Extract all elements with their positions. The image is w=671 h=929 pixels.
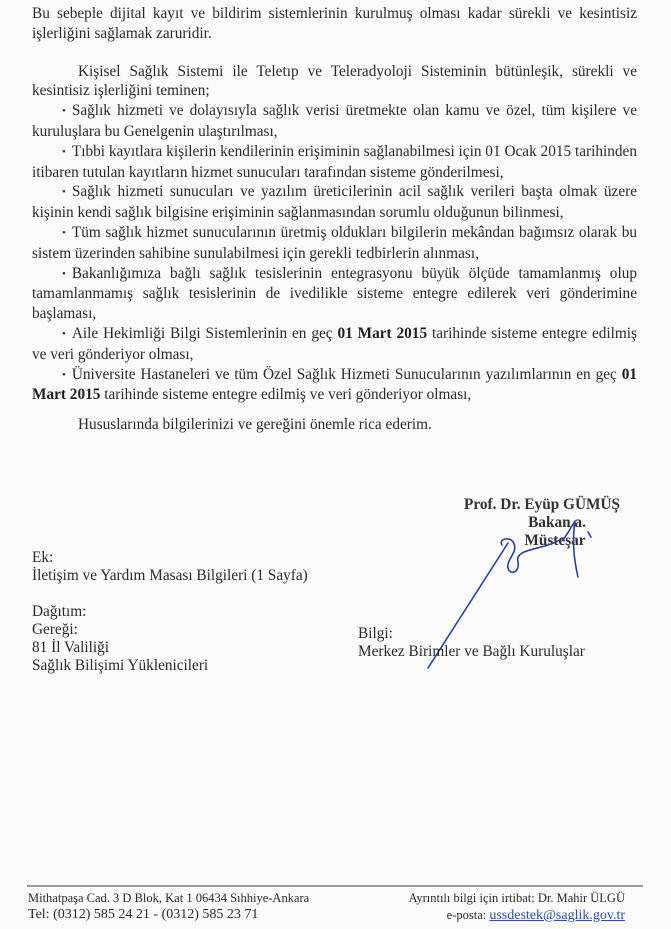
email-link[interactable]: ussdestek@saglik.gov.tr — [489, 908, 625, 923]
bullet-icon: • — [62, 226, 66, 239]
attachments-distribution — [32, 549, 308, 675]
list-item-text-pre: Üniversite Hastaneleri ve tüm Özel Sağlık Hizmeti Sunucularının yazılımlarının en geç — [71, 365, 622, 383]
bullet-icon: • — [62, 105, 66, 118]
list-item-text: Tüm sağlık hizmet sunucularının üretmiş oldukları bilgilerin mekândan bağımsız olarak bu sistem üzerinden sahibine sunulabilmesi için gerekli tedbirlerin alınması, — [32, 223, 637, 262]
list-item — [32, 182, 637, 223]
attachment-item: İletişim ve Yardım Masası Bilgileri (1 Sayfa) — [32, 567, 308, 584]
signatory-name: Prof. Dr. Eyüp GÜMÜŞ — [464, 496, 620, 513]
list-item-text-pre: Aile Hekimliği Bilgi Sistemlerinin en geç — [71, 324, 338, 342]
action-item: Sağlık Bilişimi Yüklenicileri — [32, 657, 209, 674]
list-item-text-post: tarihinde sisteme entegre edilmiş ve veri gönderiyor olması, — [100, 386, 472, 404]
list-item-text: Sağlık hizmeti ve dolayısıyla sağlık verisi üretmekte olan kamu ve özel, tüm kişilere ve kuruluşlara bu Genelgenin ulaştırılması, — [32, 102, 637, 140]
signatory-block — [440, 496, 640, 550]
signatory-line2: Bakan a. — [528, 514, 586, 531]
list-item — [32, 324, 637, 365]
lead-paragraph: Kişisel Sağlık Sistemi ile Teletıp ve Teleradyoloji Sisteminin bütünleşik, sürekli ve kesintisiz işlerliğini teminen; — [32, 62, 637, 100]
bullet-icon: • — [62, 327, 66, 340]
bullet-icon: • — [62, 368, 66, 381]
action-item: 81 İl Valiliği — [32, 639, 110, 656]
email-label: e-posta: — [446, 908, 490, 922]
footer-contact-block — [408, 890, 625, 925]
action-label: Gereği: — [32, 621, 78, 638]
attachments-label: Ek: — [32, 549, 54, 566]
list-item — [32, 365, 637, 406]
list-item-text-post: tarihinde sisteme entegre edilmiş ve veri gönderiyor olması, — [32, 324, 637, 363]
info-distribution — [358, 625, 585, 661]
signatory-title: Müsteşar — [524, 532, 586, 549]
bullet-icon: • — [62, 186, 66, 199]
list-item — [32, 223, 637, 264]
footer-contact: Ayrıntılı bilgi için irtibat: Dr. Mahir ÜLGÜ — [408, 891, 625, 905]
intro-paragraph: Bu sebeple dijital kayıt ve bildirim sistemlerinin kurulmuş olması kadar sürekli ve kesintisiz işlerliğini sağlamak zaruridir. — [32, 5, 637, 42]
list-item — [32, 101, 637, 142]
list-item-text: Bakanlığımıza bağlı sağlık tesislerinin entegrasyonu büyük ölçüde tamamlanmış olup tamamlanmamış sağlık tesislerinin de ivedilikle sisteme entegre edilerek veri gönderimine başlaması, — [32, 264, 637, 323]
footer-address: Mithatpaşa Cad. 3 D Blok, Kat 1 06434 Sıhhiye-Ankara — [28, 891, 310, 905]
list-item — [32, 142, 637, 183]
list-item-text: Tıbbi kayıtlara kişilerin kendilerinin erişiminin sağlanabilmesi için 01 Ocak 2015 tarihinden itibaren tutulan kayıtların hizmet sunucuları tarafından sisteme gönderilmesi, — [32, 142, 637, 181]
info-label: Bilgi: — [358, 625, 393, 642]
bullet-icon: • — [62, 267, 66, 280]
list-item — [32, 264, 637, 324]
footer-address-block — [28, 890, 309, 924]
info-item: Merkez Birimler ve Bağlı Kuruluşlar — [358, 643, 585, 660]
list-item-text: Sağlık hizmeti sunucuları ve yazılım üreticilerinin acil sağlık verileri başta olmak üzere kişinin kendi sağlık bilgisine erişiminin sağlanmasından sorumlu olduğunun bilinmesi, — [32, 183, 637, 222]
letter-body — [32, 4, 637, 435]
footer-email-line — [408, 906, 625, 925]
deadline-date: 01 Mart 2015 — [337, 324, 428, 342]
footer-divider — [27, 885, 643, 887]
deadline-date: 01 Mart 2015 — [32, 365, 637, 404]
closing-paragraph: Hususlarında bilgilerinizi ve gereğini önemle rica ederim. — [78, 416, 432, 434]
footer-phone: Tel: (0312) 585 24 21 - (0312) 585 23 71 — [28, 907, 259, 922]
distribution-label: Dağıtım: — [32, 603, 87, 620]
bullet-icon: • — [62, 145, 66, 158]
